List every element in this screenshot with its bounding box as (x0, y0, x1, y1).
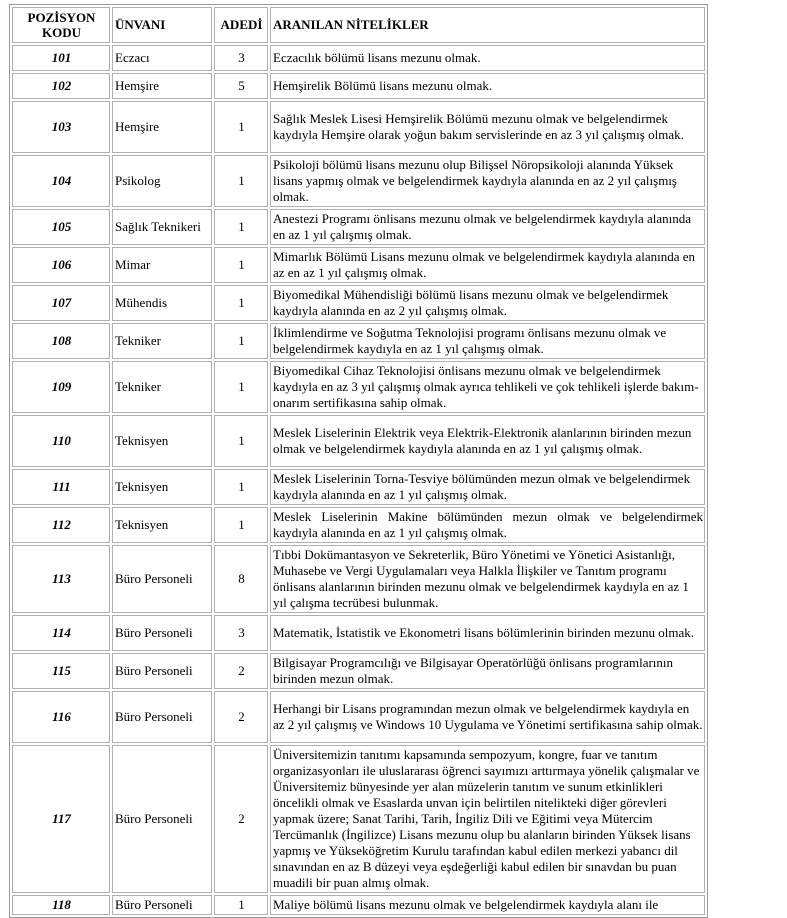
table-row (12, 101, 705, 153)
table-row (12, 73, 705, 99)
position-title: Büro Personeli (112, 745, 212, 893)
table-row (12, 615, 705, 651)
header-code-line1: POZİSYON (27, 10, 96, 25)
position-code: 112 (12, 507, 110, 543)
position-requirements: Biyomedikal Cihaz Teknolojisi önlisans mezunu olmak ve belgelendirmek kaydıyla en az 3 yıl çalışmış olmak ayrıca tehlikeli ve çok tehlikeli işlerde bakım-onarım sertifikasına sahip olmak. (270, 361, 705, 413)
position-requirements: Tıbbi Dokümantasyon ve Sekreterlik, Büro Yönetimi ve Yönetici Asistanlığı, Muhasebe ve Vergi Uygulamaları veya Halkla İlişkiler ve Tanıtım programı önlisans alanlarının birinden mezunu olmak ve belgelendirmek kaydıyla en az 1 yıl çalışma tecrübesi bulunmak. (270, 545, 705, 613)
position-requirements: Psikoloji bölümü lisans mezunu olup Bilişsel Nöropsikoloji alanında Yüksek lisans yapmış olmak ve belgelendirmek kaydıyla alanında en az 2 yıl çalışmış olmak. (270, 155, 705, 207)
position-count: 1 (214, 323, 268, 359)
position-requirements: Matematik, İstatistik ve Ekonometri lisans bölümlerinin birinden mezunu olmak. (270, 615, 705, 651)
position-count: 2 (214, 745, 268, 893)
position-title: Psikolog (112, 155, 212, 207)
header-code-line2: KODU (42, 25, 81, 40)
position-code: 109 (12, 361, 110, 413)
position-count: 1 (214, 155, 268, 207)
table-row (12, 323, 705, 359)
position-title: Büro Personeli (112, 895, 212, 915)
position-count: 1 (214, 361, 268, 413)
position-count: 2 (214, 653, 268, 689)
table-row (12, 155, 705, 207)
position-title: Teknisyen (112, 469, 212, 505)
position-requirements: Sağlık Meslek Lisesi Hemşirelik Bölümü mezunu olmak ve belgelendirmek kaydıyla Hemşire olarak yoğun bakım servislerinde en az 3 yıl çalışmış olmak. (270, 101, 705, 153)
position-count: 1 (214, 415, 268, 467)
position-title: Tekniker (112, 323, 212, 359)
table-row (12, 653, 705, 689)
positions-table (9, 4, 708, 918)
position-count: 8 (214, 545, 268, 613)
position-count: 1 (214, 209, 268, 245)
position-title: Mimar (112, 247, 212, 283)
header-row (12, 7, 705, 43)
position-code: 103 (12, 101, 110, 153)
position-title: Büro Personeli (112, 691, 212, 743)
position-code: 105 (12, 209, 110, 245)
position-code: 106 (12, 247, 110, 283)
position-requirements: Maliye bölümü lisans mezunu olmak ve belgelendirmek kaydıyla alanı ile (270, 895, 705, 915)
position-requirements: Biyomedikal Mühendisliği bölümü lisans mezunu olmak ve belgelendirmek kaydıyla alanında en az 2 yıl çalışmış olmak. (270, 285, 705, 321)
position-count: 2 (214, 691, 268, 743)
table-row (12, 469, 705, 505)
position-count: 3 (214, 615, 268, 651)
table-row (12, 691, 705, 743)
position-code: 114 (12, 615, 110, 651)
position-title: Hemşire (112, 101, 212, 153)
position-requirements: Herhangi bir Lisans programından mezun olmak ve belgelendirmek kaydıyla en az 2 yıl çalışmış ve Windows 10 Uygulama ve Yönetimi sertifikasına sahip olmak. (270, 691, 705, 743)
position-count: 1 (214, 895, 268, 915)
position-count: 1 (214, 247, 268, 283)
position-count: 3 (214, 45, 268, 71)
position-title: Tekniker (112, 361, 212, 413)
position-code: 101 (12, 45, 110, 71)
position-requirements: Üniversitemizin tanıtımı kapsamında sempozyum, kongre, fuar ve tanıtım organizasyonları ile uluslararası öğrenci sayımızı arttırmaya yönelik çalışmalar ve Üniversitemiz bünyesinde yer alan müzelerin tanıtım ve sunum etkinlikleri öncelikli olmak ve Esaslarda unvan için belirtilen nitelikteki diğer görevleri yapmak üzere; Sanat Tarihi, Tarih, İngiliz Dili ve Eğitimi veya Mütercim Tercümanlık (İngilizce) Lisans mezunu olup bu alanların birinden Yüksek lisans yapmış ve Yükseköğretim Kurulu tarafından kabul edilen merkezi yabancı dil sınavından en az B düzeyi veya eşdeğerliği kabul edilen bir sınavdan bu puan muadili bir puan almış olmak. (270, 745, 705, 893)
position-code: 108 (12, 323, 110, 359)
position-count: 1 (214, 469, 268, 505)
position-count: 1 (214, 285, 268, 321)
table-row (12, 209, 705, 245)
position-code: 104 (12, 155, 110, 207)
position-title: Teknisyen (112, 507, 212, 543)
header-requirements: ARANILAN NİTELİKLER (270, 7, 705, 43)
position-requirements: Meslek Liselerinin Elektrik veya Elektrik-Elektronik alanlarının birinden mezun olmak ve belgelendirmek kaydıyla alanında en az 1 yıl çalışmış olmak. (270, 415, 705, 467)
table-row (12, 45, 705, 71)
position-title: Hemşire (112, 73, 212, 99)
table-row (12, 247, 705, 283)
position-code: 118 (12, 895, 110, 915)
position-title: Mühendis (112, 285, 212, 321)
position-requirements: İklimlendirme ve Soğutma Teknolojisi programı önlisans mezunu olmak ve belgelendirmek kaydıyla en az 1 yıl çalışmış olmak. (270, 323, 705, 359)
position-requirements: Hemşirelik Bölümü lisans mezunu olmak. (270, 73, 705, 99)
table-row (12, 285, 705, 321)
position-code: 113 (12, 545, 110, 613)
position-requirements: Anestezi Programı önlisans mezunu olmak ve belgelendirmek kaydıyla alanında en az 1 yıl çalışmış olmak. (270, 209, 705, 245)
position-requirements: Meslek Liselerinin Torna-Tesviye bölümünden mezun olmak ve belgelendirmek kaydıyla alanında en az 1 yıl çalışmış olmak. (270, 469, 705, 505)
position-requirements: Eczacılık bölümü lisans mezunu olmak. (270, 45, 705, 71)
position-code: 110 (12, 415, 110, 467)
table-row (12, 415, 705, 467)
table-row (12, 507, 705, 543)
table-row (12, 545, 705, 613)
table-row (12, 361, 705, 413)
position-code: 117 (12, 745, 110, 893)
position-title: Sağlık Teknikeri (112, 209, 212, 245)
position-title: Büro Personeli (112, 653, 212, 689)
position-title: Eczacı (112, 45, 212, 71)
position-title: Büro Personeli (112, 615, 212, 651)
position-count: 1 (214, 507, 268, 543)
position-code: 115 (12, 653, 110, 689)
position-code: 107 (12, 285, 110, 321)
position-requirements: Mimarlık Bölümü Lisans mezunu olmak ve belgelendirmek kaydıyla alanında en az en az 1 yıl çalışmış olmak. (270, 247, 705, 283)
position-title: Teknisyen (112, 415, 212, 467)
position-code: 111 (12, 469, 110, 505)
position-count: 1 (214, 101, 268, 153)
position-title: Büro Personeli (112, 545, 212, 613)
position-requirements: Meslek Liselerinin Makine bölümünden mezun olmak ve belgelendirmek kaydıyla alanında en az 1 yıl çalışmış olmak. (270, 507, 705, 543)
table-row (12, 895, 705, 915)
header-count: ADEDİ (214, 7, 268, 43)
position-code: 116 (12, 691, 110, 743)
position-requirements: Bilgisayar Programcılığı ve Bilgisayar Operatörlüğü önlisans programlarının birinden mezun olmak. (270, 653, 705, 689)
position-count: 5 (214, 73, 268, 99)
table-row (12, 745, 705, 893)
position-code: 102 (12, 73, 110, 99)
header-title: ÜNVANI (112, 7, 212, 43)
header-position-code (12, 7, 110, 43)
